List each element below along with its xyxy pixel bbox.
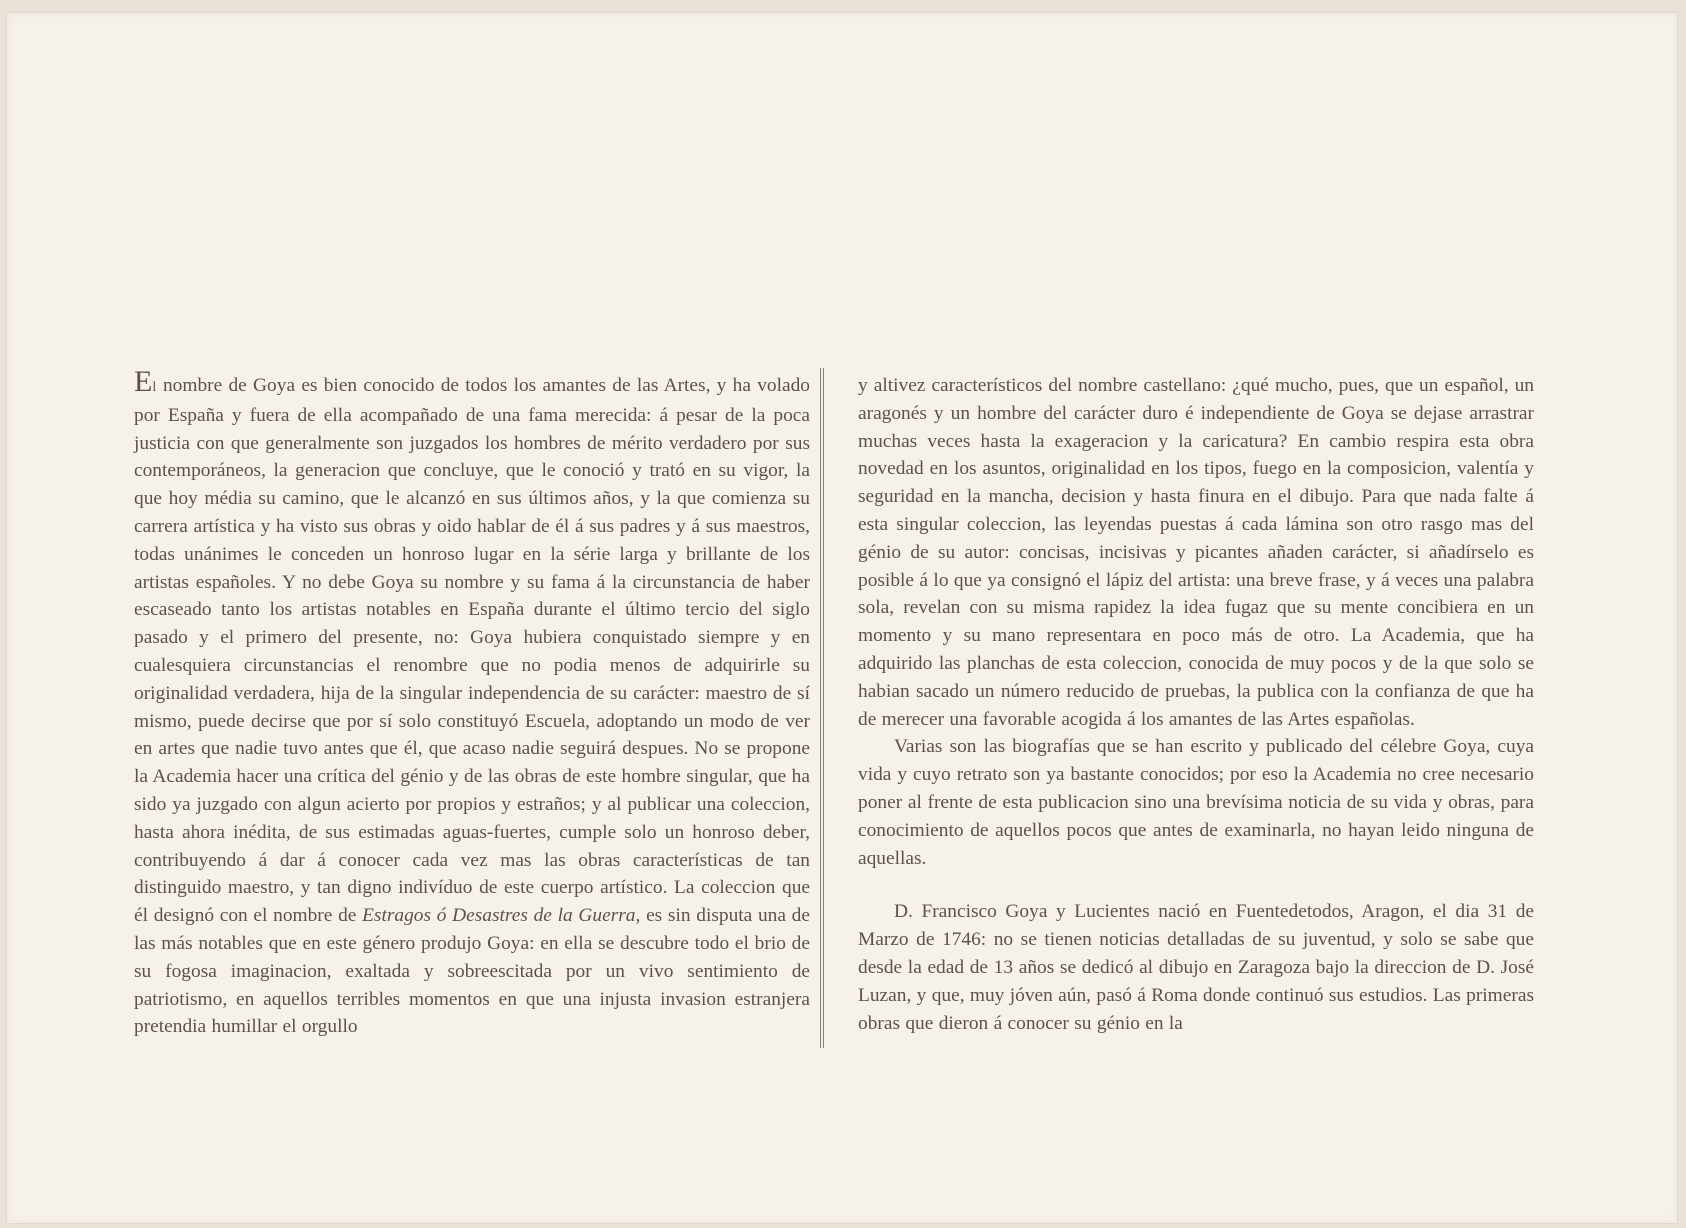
column-divider-line-1: [820, 368, 821, 1048]
right-paragraph-3: D. Francisco Goya y Lucientes nació en Fuentedetodos, Aragon, el dia 31 de Marzo de 1746: no se tienen noticias detalladas de su juventud, y solo se sabe que desde la edad de 13 años se dedicó al dibujo en Zaragoza bajo la direccion de D. José Luzan, y que, muy jóven aún, pasó á Roma donde continuó sus estudios. Las primeras obras que dieron á conocer su génio en la: [858, 901, 1534, 1034]
drop-cap-rest: l: [152, 380, 157, 395]
series-title: Estragos ó Desastres de la Guerra: [362, 905, 636, 927]
right-paragraph-2: Varias son las biografías que se han escrito y publicado del célebre Goya, cuya vida y cuyo retrato son ya bastante conocidos; por eso la Academia no cree necesario poner al frente de esta publicacion sino una brevísima noticia de su vida y obras, para conocimiento de aquellos pocos que antes de examinarla, no hayan leido ninguna de aquellas.: [858, 736, 1534, 869]
drop-cap: E: [134, 365, 153, 398]
left-paragraph-1: [134, 365, 810, 1041]
two-column-text: [134, 365, 1534, 1070]
right-paragraph-1: y altivez característicos del nombre castellano: ¿qué mucho, pues, que un español, un aragonés y un hombre del carácter duro é independiente de Goya se dejase arrastrar muchas veces hasta la exageracion y la caricatura? En cambio respira esta obra novedad en los asuntos, originalidad en los tipos, fuego en la composicion, valentía y seguridad en la mancha, decision y hasta finura en el dibujo. Para que nada falte á esta singular coleccion, las leyendas puestas á cada lámina son otro rasgo mas del génio de su autor: concisas, incisivas y picantes añaden carácter, si añadírselo es posible á lo que ya consignó el lápiz del artista: una breve frase, y á veces una palabra sola, revelan con su misma rapidez la idea fugaz que su mente concibiera en un momento y su mano representara en poco más de otro. La Academia, que ha adquirido las planchas de esta coleccion, conocida de muy pocos y de la que solo se habian sacado un número reducido de pruebas, la publica con la confianza de que ha de merecer una favorable acogida á los amantes de las Artes españolas.: [858, 375, 1534, 730]
left-column: [134, 365, 810, 1070]
column-divider-line-2: [823, 368, 824, 1048]
left-paragraph-1-text-b: , es sin disputa una de las más notables que en este género produjo Goya: en ella se descubre todo el brio de su fogosa imaginacion, exaltada y sobreescitada por un vivo sentimiento de patriotismo, en aquellos terribles momentos en que una injusta invasion estranjera pretendia humillar el orgullo: [134, 905, 810, 1038]
left-paragraph-1-text-a: nombre de Goya es bien conocido de todos los amantes de las Artes, y ha volado por España y fuera de ella acompañado de una fama merecida: á pesar de la poca justicia con que generalmente son juzgados los hombres de mérito verdadero por sus contemporáneos, la generacion que concluye, que le conoció y trató en su vigor, la que hoy média su camino, que le alcanzó en sus últimos años, y la que comienza su carrera artística y ha visto sus obras y oido hablar de él á sus padres y á sus maestros, todas unánimes le conceden un honroso lugar en la série larga y brillante de los artistas españoles. Y no debe Goya su nombre y su fama á la circunstancia de haber escaseado tanto los artistas notables en España durante el último tercio del siglo pasado y el primero del presente, no: Goya hubiera conquistado siempre y en cualesquiera circunstancias el renombre que no podia menos de adquirirle su originalidad verdadera, hija de la singular independencia de su carácter: maestro de sí mismo, puede decirse que por sí solo constituyó Escuela, adoptando un modo de ver en artes que nadie tuvo antes que él, que acaso nadie seguirá despues. No se propone la Academia hacer una crítica del génio y de las obras de este hombre singular, que ha sido ya juzgado con algun acierto por propios y estraños; y al publicar una coleccion, hasta ahora inédita, de sus estimadas aguas-fuertes, cumple solo un honroso deber, contribuyendo á dar á conocer cada vez mas las obras características de tan distinguido maestro, y tan digno indivíduo de este cuerpo artístico. La coleccion que él designó con el nombre de: [134, 375, 810, 927]
right-column: [858, 372, 1534, 1070]
paper-sheet: [6, 12, 1678, 1224]
